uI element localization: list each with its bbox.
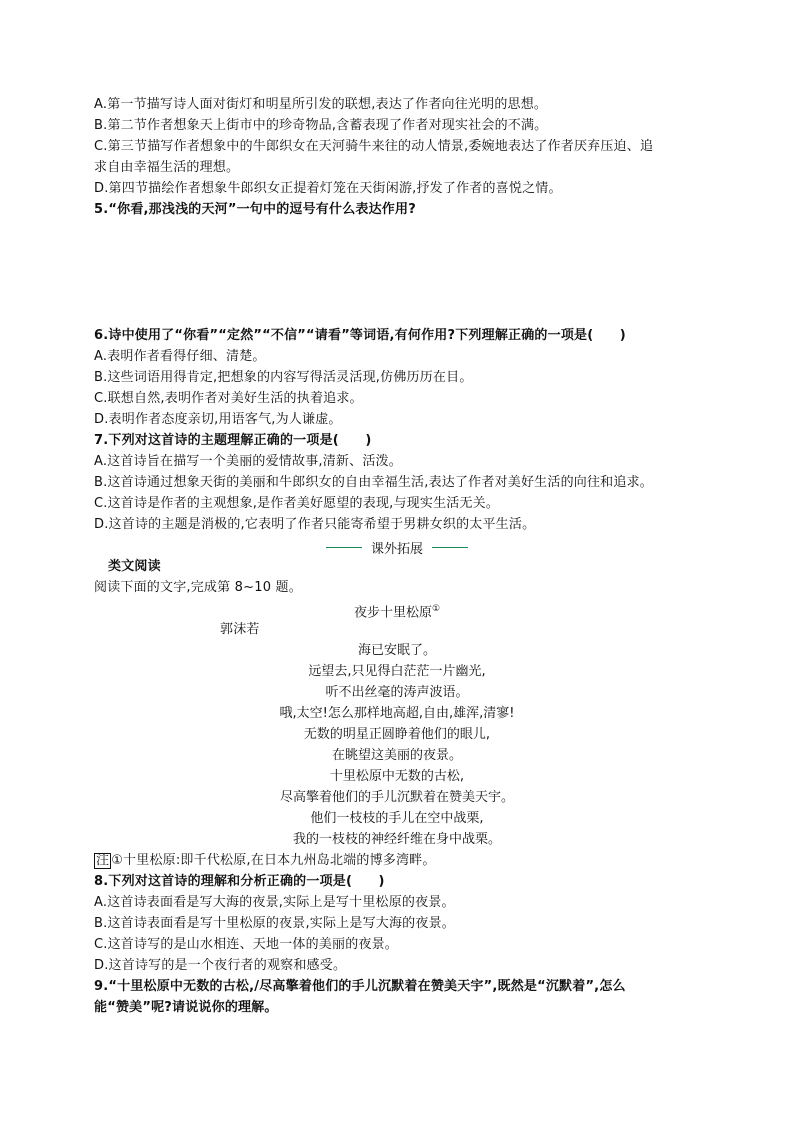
footnote-marker: ① [431, 604, 441, 614]
section-title: 课外拓展 [370, 542, 423, 557]
note-text: ①十里松原:即千代松原,在日本九州岛北端的博多湾畔。 [111, 853, 436, 868]
q9-stem-cont: 能“赞美”呢?请说说你的理解。 [94, 1000, 278, 1015]
poem-line: 听不出丝毫的涛声波语。 [325, 685, 469, 700]
poem-line: 尽高擎着他们的手儿沉默着在赞美天宇。 [279, 790, 514, 805]
q6-option-d: D.表明作者态度亲切,用语客气,为人谦虚。 [94, 412, 342, 427]
reading-instruction: 阅读下面的文字,完成第 8~10 题。 [94, 580, 302, 595]
q7-option-c: C.这首诗是作者的主观想象,是作者美好愿望的表现,与现实生活无关。 [94, 496, 500, 511]
note-label: 注 [96, 853, 110, 868]
poem-line: 我的一枝枝的神经纤维在身中战栗。 [292, 832, 501, 847]
q8-option-b: B.这首诗表面看是写十里松原的夜景,实际上是写大海的夜景。 [94, 916, 455, 931]
q6-stem: 6.诗中使用了“你看”“定然”“不信”“请看”等词语,有何作用?下列理解正确的一项是( ) [94, 328, 626, 343]
q6-option-c: C.联想自然,表明作者对美好生活的执着追求。 [94, 391, 363, 406]
q6-option-a: A.表明作者看得仔细、清楚。 [94, 349, 266, 364]
poem-line: 他们一枝枝的手儿在空中战栗, [310, 811, 484, 826]
divider-line-left [326, 547, 362, 548]
q7-option-a: A.这首诗旨在描写一个美丽的爱情故事,清新、活泼。 [94, 454, 402, 469]
q8-option-a: A.这首诗表面看是写大海的夜景,实际上是写十里松原的夜景。 [94, 895, 455, 910]
poem-line: 海已安眠了。 [357, 643, 436, 658]
divider-line-right [432, 547, 468, 548]
poem-title-text: 夜步十里松原 [353, 605, 432, 621]
poem-line: 十里松原中无数的古松, [329, 769, 465, 784]
poem-title [0, 600, 794, 622]
section-divider [0, 537, 794, 557]
poem-author: 郭沫若 [220, 622, 260, 637]
q4-option-c: C.第三节描写作者想象中的牛郎织女在天河骑牛来往的动人情景,委婉地表达了作者厌弃压迫、追 [94, 139, 654, 154]
q8-option-c: C.这首诗写的是山水相连、天地一体的美丽的夜景。 [94, 937, 399, 952]
q8-stem: 8.下列对这首诗的理解和分析正确的一项是( ) [94, 874, 385, 889]
q8-option-d: D.这首诗写的是一个夜行者的观察和感受。 [94, 958, 347, 973]
q7-option-d: D.这首诗的主题是消极的,它表明了作者只能寄希望于男耕女织的太平生活。 [94, 517, 536, 532]
q6-option-b: B.这些词语用得肯定,把想象的内容写得活灵活现,仿佛历历在目。 [94, 370, 473, 385]
subsection-title: 类文阅读 [108, 559, 161, 574]
q4-option-b: B.第二节作者想象天上街市中的珍奇物品,含蓄表现了作者对现实社会的不满。 [94, 118, 548, 133]
poem-line: 无数的明星正圆睁着他们的眼儿, [303, 727, 491, 742]
q7-stem: 7.下列对这首诗的主题理解正确的一项是( ) [94, 433, 372, 448]
poem-note [94, 852, 436, 870]
q5-stem: 5.“你看,那浅浅的天河”一句中的逗号有什么表达作用? [94, 202, 416, 217]
poem-line: 在眺望这美丽的夜景。 [331, 748, 462, 763]
q4-option-d: D.第四节描绘作者想象牛郎织女正提着灯笼在天街闲游,抒发了作者的喜悦之情。 [94, 181, 562, 196]
poem-line: 哦,太空!怎么那样地高超,自由,雄浑,清寥! [279, 706, 515, 721]
q4-option-c-cont: 求自由幸福生活的理想。 [94, 160, 240, 175]
poem-line: 远望去,只见得白茫茫一片幽光, [308, 664, 486, 679]
q7-option-b: B.这首诗通过想象天街的美丽和牛郎织女的自由幸福生活,表达了作者对美好生活的向往和追求。 [94, 475, 653, 490]
q4-option-a: A.第一节描写诗人面对街灯和明星所引发的联想,表达了作者向往光明的思想。 [94, 97, 548, 112]
q9-stem: 9.“十里松原中无数的古松,/尽高擎着他们的手儿沉默着在赞美天宇”,既然是“沉默着”,怎么 [94, 979, 626, 994]
